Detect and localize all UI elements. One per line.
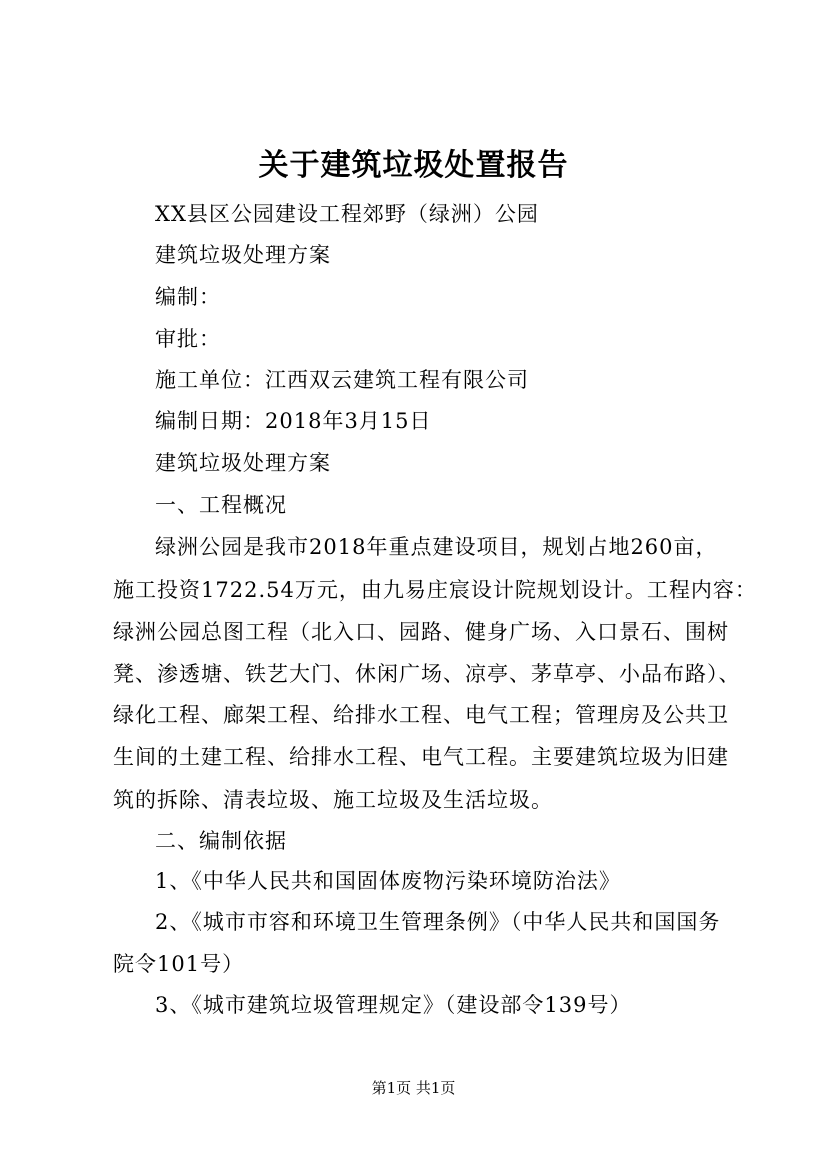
document-title: 关于建筑垃圾处置报告 (258, 148, 569, 183)
project-name-line: XX县区公园建设工程郊野（绿洲）公园 (155, 202, 539, 226)
overview-paragraph-line-7: 筑的拆除、清表垃圾、施工垃圾及生活垃圾。 (113, 788, 553, 812)
plan-heading-line: 建筑垃圾处理方案 (155, 451, 331, 475)
contractor-line: 施工单位：江西双云建筑工程有限公司 (155, 368, 529, 392)
overview-paragraph-line-3: 绿洲公园总图工程（北入口、园路、健身广场、入口景石、围树 (113, 620, 729, 644)
basis-item-2: 2、《城市市容和环境卫生管理条例》（中华人民共和国国务 (155, 910, 721, 934)
plan-title-line: 建筑垃圾处理方案 (155, 243, 331, 267)
basis-item-2-continued: 院令101号） (113, 952, 245, 976)
section-2-heading: 二、编制依据 (155, 829, 287, 853)
page-footer: 第1页 共1页 (371, 1079, 456, 1097)
compile-date-line: 编制日期：2018年3月15日 (155, 409, 432, 433)
basis-item-3: 3、《城市建筑垃圾管理规定》（建设部令139号） (155, 993, 632, 1017)
approver-line: 审批： (155, 327, 221, 351)
section-1-heading: 一、工程概况 (155, 493, 287, 517)
overview-paragraph-line-1: 绿洲公园是我市2018年重点建设项目，规划占地260亩， (155, 535, 718, 559)
overview-paragraph-line-5: 绿化工程、廊架工程、给排水工程、电气工程；管理房及公共卫 (113, 703, 729, 727)
overview-paragraph-line-6: 生间的土建工程、给排水工程、电气工程。主要建筑垃圾为旧建 (113, 745, 729, 769)
basis-item-1: 1、《中华人民共和国固体废物污染环境防治法》 (155, 869, 621, 893)
overview-paragraph-line-4: 凳、渗透塘、铁艺大门、休闲广场、凉亭、茅草亭、小品布路）、 (113, 662, 741, 686)
compiler-line: 编制： (155, 285, 221, 309)
overview-paragraph-line-2: 施工投资1722.54万元，由九易庄宸设计院规划设计。工程内容： (113, 578, 757, 602)
